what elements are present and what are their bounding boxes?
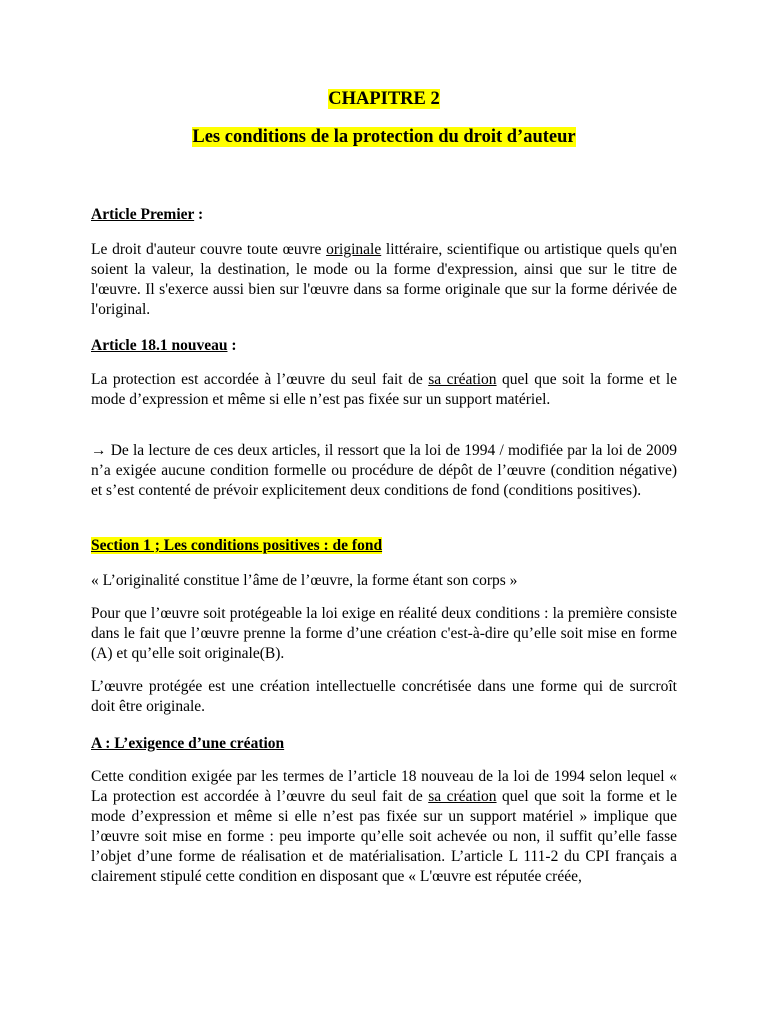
creation-paragraph: L’œuvre protégée est une création intellectuelle concrétisée dans une forme qui de surcroît doit être originale. <box>91 678 677 715</box>
article-premier-text-a: Le droit d'auteur couvre toute œuvre <box>91 241 327 258</box>
article-18-underlined: sa création <box>428 371 497 388</box>
article-18-heading <box>91 336 677 356</box>
article-18-text-a: La protection est accordée à l’œuvre du seul fait de <box>91 371 429 388</box>
article-premier-text-b: littéraire, scientifique ou artistique quels qu'en soient la valeur, la destination, le mode ou la forme d'expression, ainsi que sur le titre de l'œuvre. Il s'exerce aussi bien sur l'œuvre dans sa forme originale que sur la forme dérivée de l'original. <box>91 241 678 318</box>
section-1-heading <box>91 536 677 556</box>
final-paragraph-b: quel que soit la forme et le mode d’expression et même si elle n’est pas fixée sur un support matériel » implique que l’œuvre soit mise en forme : peu importe qu’elle soit achevée ou non, il suffit qu’elle fasse l’objet d’une forme de réalisation et de matérialisation. L’article L 111-2 du CPI français a clairement stipulé cette condition en disposant que « L'œuvre est réputée créée, <box>91 788 678 885</box>
article-premier-colon: : <box>194 206 204 223</box>
final-paragraph-a: Cette condition exigée par les termes de l’article 18 nouveau de la loi de 1994 selon lequel « La protection est accordée à l’œuvre du seul fait de <box>91 768 677 805</box>
article-premier-underlined: originale <box>326 241 382 258</box>
article-18-text-b: quel que soit la forme et le mode d’expression et même si elle n’est pas fixée sur un support matériel. <box>91 371 678 408</box>
final-paragraph-underlined: sa création <box>428 788 497 805</box>
article-18-label: Article 18.1 nouveau <box>91 337 228 354</box>
chapter-title <box>0 127 768 148</box>
chapter-label: CHAPITRE 2 <box>328 89 440 109</box>
section-a-label: A : L’exigence d’une création <box>91 735 285 752</box>
chapter-title-text: Les conditions de la protection du droit d’auteur <box>192 127 576 147</box>
section-a-heading <box>91 734 677 754</box>
article-premier-text <box>91 240 677 320</box>
article-premier-heading <box>91 205 677 225</box>
article-18-colon: : <box>227 337 237 354</box>
section-1-label: Section 1 ; Les conditions positives : de fond <box>91 537 383 554</box>
quote-paragraph: « L’originalité constitue l’âme de l’œuvre, la forme étant son corps » <box>91 572 518 589</box>
article-premier-label: Article Premier <box>91 206 195 223</box>
chapter-heading <box>0 89 768 110</box>
final-paragraph <box>91 767 677 887</box>
lecture-paragraph: → De la lecture de ces deux articles, il ressort que la loi de 1994 / modifiée par la loi de 2009 n’a exigée aucune condition formelle ou procédure de dépôt de l’œuvre (condition négative) et s’est contenté de prévoir explicitement deux conditions de fond (conditions positives). <box>91 442 677 499</box>
article-18-text <box>91 370 677 410</box>
conditions-paragraph: Pour que l’œuvre soit protégeable la loi exige en réalité deux conditions : la première consiste dans le fait que l’œuvre prenne la forme d’une création c'est-à-dire qu’elle soit mise en forme (A) et qu’elle soit originale(B). <box>91 605 677 662</box>
